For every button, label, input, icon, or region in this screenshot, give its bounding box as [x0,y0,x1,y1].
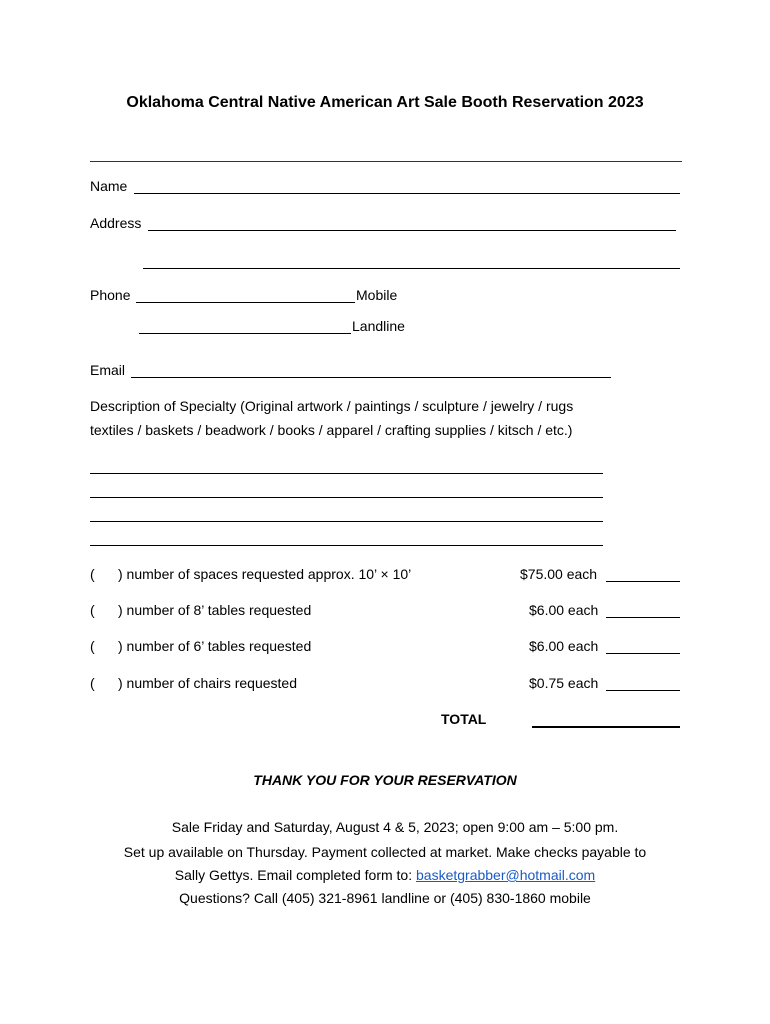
specialty-description-line1: Description of Specialty (Original artwork / paintings / sculpture / jewelry / rugs [90,398,574,414]
landline-phone-field[interactable] [139,333,351,334]
name-label: Name [90,178,128,194]
chairs-quantity-open-paren[interactable]: ( [90,675,95,691]
setup-payment-text: Set up available on Thursday. Payment collected at market. Make checks payable to [123,844,647,860]
thank-you-message: THANK YOU FOR YOUR RESERVATION [253,772,517,788]
landline-label: Landline [352,318,405,334]
specialty-field-line[interactable] [90,545,603,546]
name-field[interactable] [134,193,680,194]
email-field[interactable] [131,377,611,378]
specialty-field-line[interactable] [90,473,603,474]
mobile-label: Mobile [356,287,398,303]
specialty-field-line[interactable] [90,497,603,498]
tables-8-amount-field[interactable] [606,617,680,618]
mobile-phone-field[interactable] [136,302,355,303]
chairs-price: $0.75 each [529,675,599,691]
address-field-line1[interactable] [148,230,676,231]
form-title: Oklahoma Central Native American Art Sale Booth Reservation 2023 [126,94,644,111]
sale-dates-text: Sale Friday and Saturday, August 4 & 5, 2023; open 9:00 am – 5:00 pm. [171,819,619,835]
tables-6-item-label: ) number of 6’ tables requested [118,638,312,654]
email-instruction-text [0,867,770,883]
chairs-item-label: ) number of chairs requested [118,675,297,691]
tables-8-quantity-open-paren[interactable]: ( [90,602,95,618]
email-instruction-prefix: Sally Gettys. Email completed form to: [174,867,416,883]
questions-contact-text: Questions? Call (405) 321-8961 landline or (405) 830-1860 mobile [179,890,591,906]
email-label: Email [90,362,126,378]
spaces-item-label: ) number of spaces requested approx. 10’ × 10’ [118,566,412,582]
contact-email-link[interactable]: basketgrabber@hotmail.com [416,867,596,883]
address-field-line2[interactable] [143,268,680,269]
phone-label: Phone [90,287,131,303]
spaces-amount-field[interactable] [606,581,680,582]
tables-8-item-label: ) number of 8’ tables requested [118,602,312,618]
total-label: TOTAL [441,711,487,727]
tables-8-price: $6.00 each [529,602,599,618]
spaces-price: $75.00 each [520,566,598,582]
tables-6-amount-field[interactable] [606,653,680,654]
tables-6-price: $6.00 each [529,638,599,654]
tables-6-quantity-open-paren[interactable]: ( [90,638,95,654]
chairs-amount-field[interactable] [606,690,680,691]
specialty-field-line[interactable] [90,521,603,522]
total-amount-field[interactable] [532,726,680,728]
title-divider [90,161,682,162]
specialty-description-line2: textiles / baskets / beadwork / books / apparel / crafting supplies / kitsch / etc.) [90,422,573,438]
address-label: Address [90,215,142,231]
spaces-quantity-open-paren[interactable]: ( [90,566,95,582]
